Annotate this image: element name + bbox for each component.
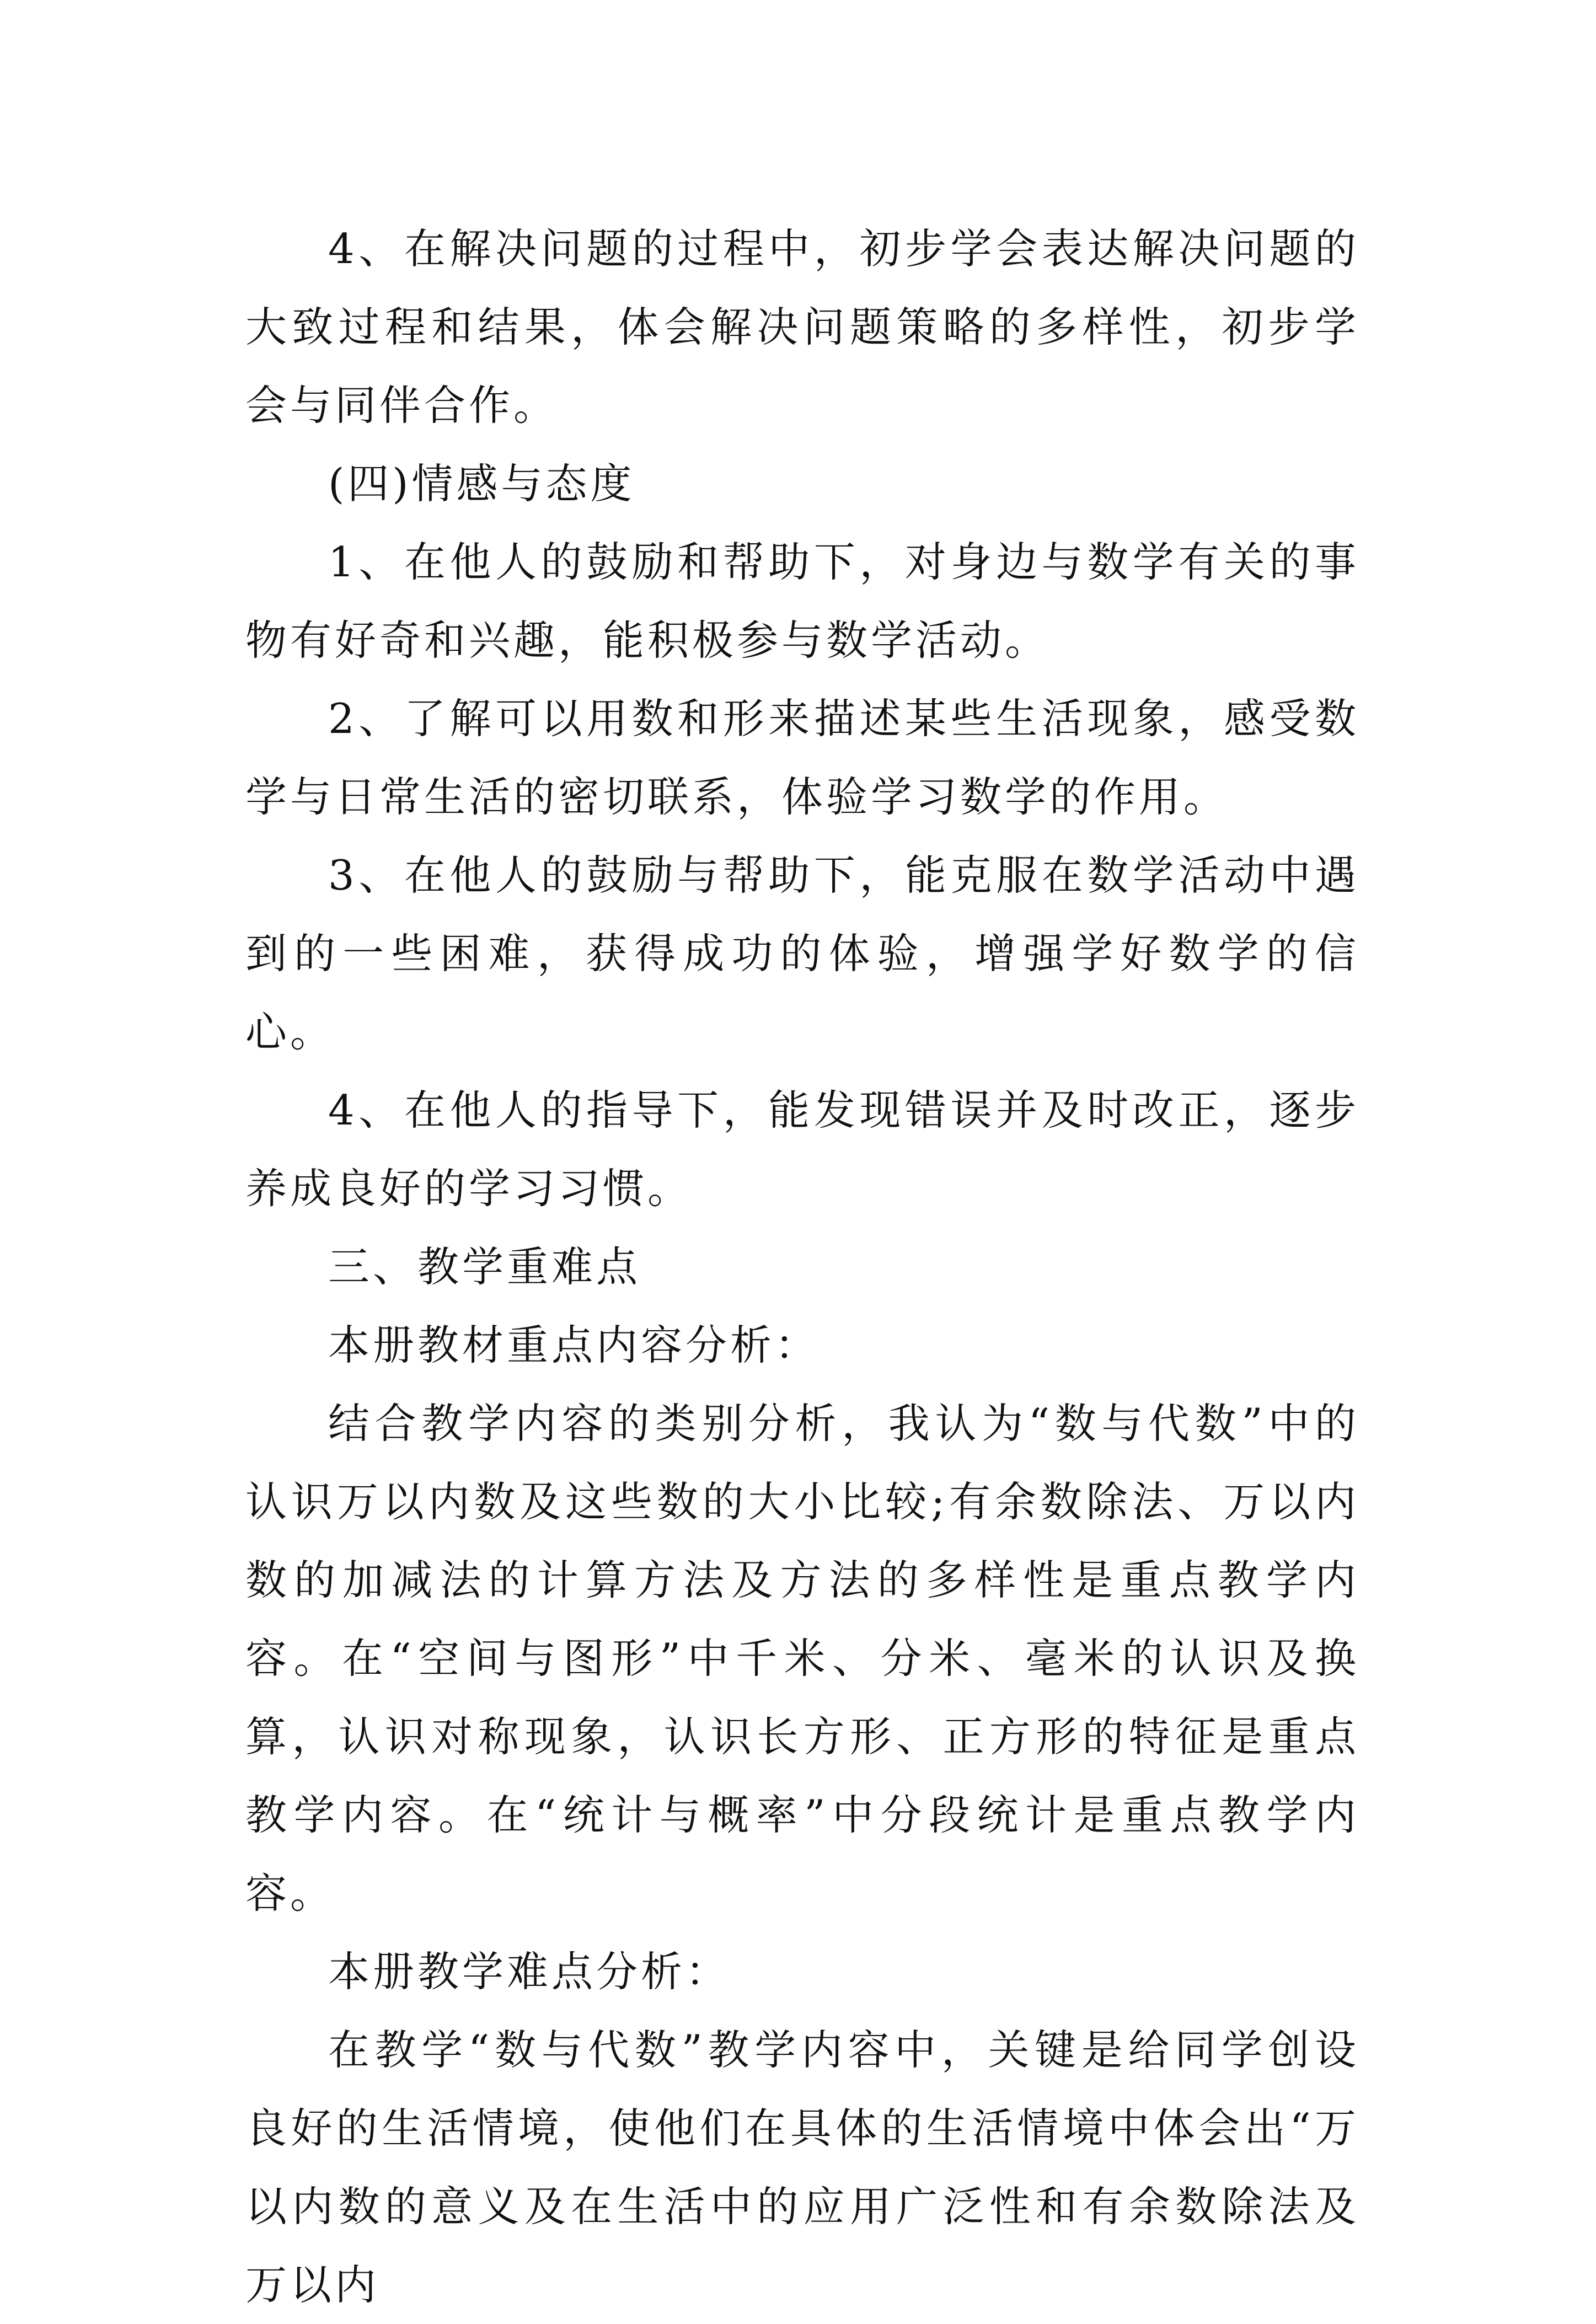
paragraph-difficulty: 在教学“数与代数”教学内容中，关键是给同学创设良好的生活情境，使他们在具体的生活情境中体会出“万以内数的意义及在生活中的应用广泛性和有余数除法及万以内 <box>245 2026 1359 2309</box>
document-body <box>245 210 1359 2324</box>
paragraph-emotion-3: 3、在他人的鼓励与帮助下，能克服在数学活动中遇到的一些困难，获得成功的体验，增强学好数学的信心。 <box>245 851 1359 1056</box>
paragraph-emotion-1: 1、在他人的鼓励和帮助下，对身边与数学有关的事物有好奇和兴趣，能积极参与数学活动。 <box>245 538 1359 665</box>
heading-teaching-key-points: 三、教学重难点 <box>328 1243 641 1291</box>
paragraph-key-content: 结合教学内容的类别分析，我认为“数与代数”中的认识万以内数及这些数的大小比较;有余数除法、万以内数的加减法的计算方法及方法的多样性是重点教学内容。在“空间与图形”中千米、分米、毫米的认识及换算，认识对称现象，认识长方形、正方形的特征是重点教学内容。在“统计与概率”中分段统计是重点教学内容。 <box>245 1399 1359 1918</box>
paragraph-problem-solving-4: 4、在解决问题的过程中，初步学会表达解决问题的大致过程和结果，体会解决问题策略的多样性，初步学会与同伴合作。 <box>245 224 1359 430</box>
subheading-difficulty-analysis: 本册教学难点分析： <box>328 1947 731 1996</box>
paragraph-emotion-4: 4、在他人的指导下，能发现错误并及时改正，逐步养成良好的学习习惯。 <box>245 1086 1359 1213</box>
heading-emotion-attitude: (四)情感与态度 <box>328 459 635 508</box>
subheading-key-content-analysis: 本册教材重点内容分析： <box>328 1321 820 1369</box>
paragraph-emotion-2: 2、了解可以用数和形来描述某些生活现象，感受数学与日常生活的密切联系，体验学习数学的作用。 <box>245 694 1359 821</box>
